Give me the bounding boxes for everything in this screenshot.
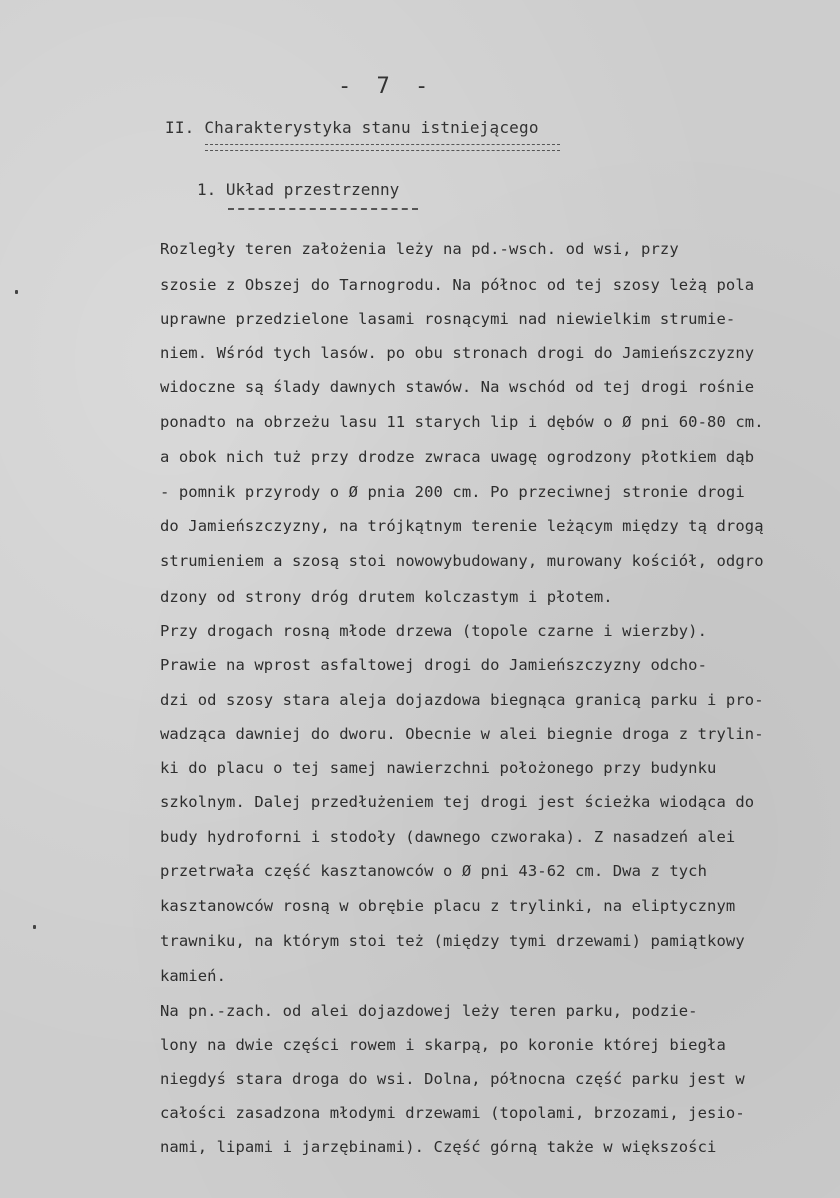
text-line: kasztanowców rosną w obrębie placu z trylinki, na eliptycznym <box>160 897 736 915</box>
margin-mark <box>15 290 18 294</box>
section-title-underline <box>205 144 560 151</box>
text-line: wadząca dawniej do dworu. Obecnie w alei biegnie droga z trylin- <box>160 725 764 743</box>
text-line: budy hydroforni i stodoły (dawnego czworaka). Z nasadzeń alei <box>160 828 736 846</box>
text-line: ki do placu o tej samej nawierzchni położonego przy budynku <box>160 759 717 777</box>
text-line: Rozległy teren założenia leży na pd.-wsch. od wsi, przy <box>160 240 679 258</box>
text-line: widoczne są ślady dawnych stawów. Na wschód od tej drogi rośnie <box>160 378 755 396</box>
subsection-title: 1. Układ przestrzenny <box>197 180 400 199</box>
page-number: - 7 - <box>338 74 435 99</box>
text-line: szkolnym. Dalej przedłużeniem tej drogi jest ścieżka wiodąca do <box>160 793 755 811</box>
text-line: całości zasadzona młodymi drzewami (topolami, brzozami, jesio- <box>160 1104 745 1122</box>
text-line: Przy drogach rosną młode drzewa (topole czarne i wierzby). <box>160 622 708 640</box>
text-line: nami, lipami i jarzębinami). Część górną także w większości <box>160 1138 717 1156</box>
text-line: szosie z Obszej do Tarnogrodu. Na północ od tej szosy leżą pola <box>160 276 755 294</box>
text-line: - pomnik przyrody o Ø pnia 200 cm. Po przeciwnej stronie drogi <box>160 483 745 501</box>
text-line: ponadto na obrzeżu lasu 11 starych lip i dębów o Ø pni 60-80 cm. <box>160 413 764 431</box>
text-line: dzony od strony dróg drutem kolczastym i płotem. <box>160 588 613 606</box>
subsection-title-underline <box>228 208 418 210</box>
text-line: Na pn.-zach. od alei dojazdowej leży teren parku, podzie- <box>160 1002 698 1020</box>
text-line: uprawne przedzielone lasami rosnącymi nad niewielkim strumie- <box>160 310 736 328</box>
text-line: Prawie na wprost asfaltowej drogi do Jamieńszczyzny odcho- <box>160 656 708 674</box>
text-line: a obok nich tuż przy drodze zwraca uwagę ogrodzony płotkiem dąb <box>160 448 755 466</box>
text-line: niegdyś stara droga do wsi. Dolna, północna część parku jest w <box>160 1070 745 1088</box>
section-title: II. Charakterystyka stanu istniejącego <box>165 118 539 137</box>
text-line: strumieniem a szosą stoi nowowybudowany, murowany kościół, odgro <box>160 552 764 570</box>
text-line: niem. Wśród tych lasów. po obu stronach drogi do Jamieńszczyzny <box>160 344 755 362</box>
text-line: do Jamieńszczyzny, na trójkątnym terenie leżącym między tą drogą <box>160 517 764 535</box>
text-line: kamień. <box>160 967 227 985</box>
text-line: dzi od szosy stara aleja dojazdowa biegnąca granicą parku i pro- <box>160 691 764 709</box>
text-line: trawniku, na którym stoi też (między tymi drzewami) pamiątkowy <box>160 932 745 950</box>
text-line: lony na dwie części rowem i skarpą, po koronie której biegła <box>160 1036 726 1054</box>
margin-mark <box>33 925 36 929</box>
text-line: przetrwała część kasztanowców o Ø pni 43-62 cm. Dwa z tych <box>160 862 708 880</box>
